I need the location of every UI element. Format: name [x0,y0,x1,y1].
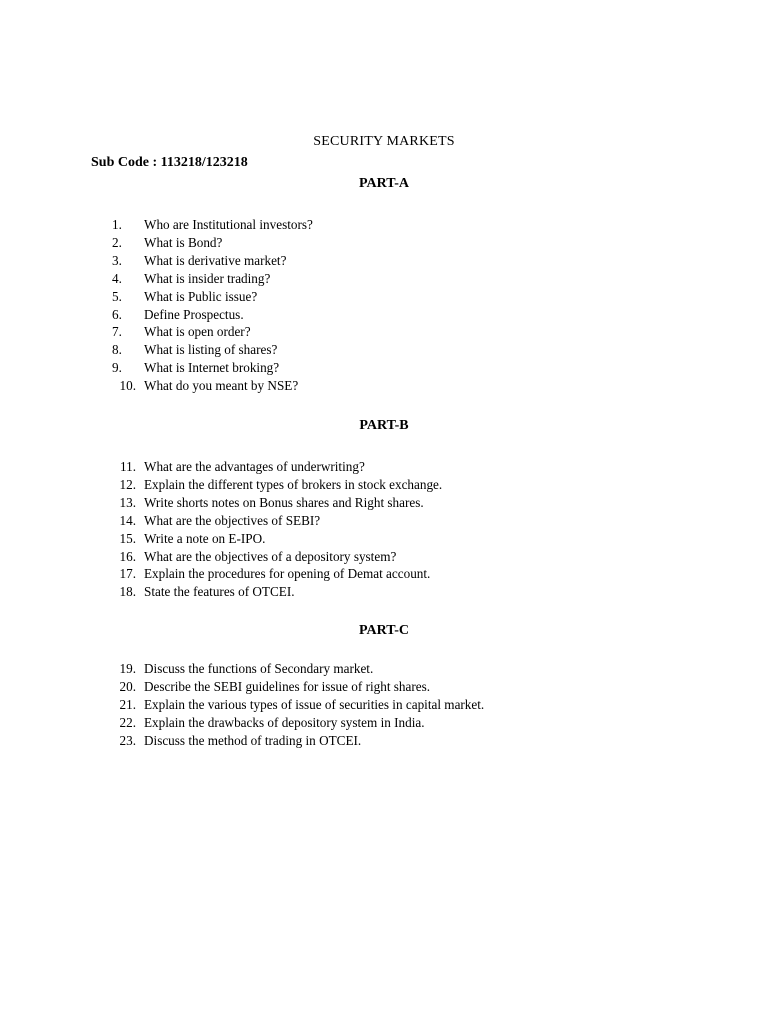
question-item [108,234,708,252]
question-number: 21. [119,696,136,712]
question-text: State the features of OTCEI. [144,584,295,600]
question-item [108,583,708,601]
part-a-question-list [108,216,708,395]
question-number: 4. [112,270,122,286]
question-item [108,678,708,696]
question-number: 6. [112,306,122,322]
question-item [108,660,708,678]
question-text: Write a note on E-IPO. [144,530,266,546]
question-text: Discuss the functions of Secondary market. [144,661,374,676]
question-text: Discuss the method of trading in OTCEI. [144,732,362,748]
sub-code: Sub Code : 113218/123218 [91,155,248,170]
question-number: 5. [112,288,122,304]
question-number: 11. [120,459,136,474]
question-item [108,565,708,583]
question-number: 16. [119,548,136,564]
question-item [108,530,708,548]
question-number: 8. [112,342,122,358]
question-text: What is insider trading? [144,270,271,286]
part-a-heading: PART-A [358,176,410,191]
part-b-heading: PART-B [359,418,409,433]
question-text: What are the objectives of a depository system? [144,548,397,564]
question-number: 9. [112,360,122,376]
question-number: 3. [112,252,122,268]
question-number: 22. [119,714,136,730]
question-item [108,512,708,530]
question-item [108,377,708,395]
question-item [108,548,708,566]
question-item [108,696,708,714]
question-text: Describe the SEBI guidelines for issue of right shares. [144,678,431,694]
question-text: Explain the procedures for opening of Demat account. [144,566,431,582]
question-number: 20. [119,678,136,694]
question-text: What is open order? [144,324,251,340]
question-text: What is Bond? [144,234,223,250]
question-number: 10. [119,378,136,394]
question-number: 1. [112,217,122,232]
question-item [108,476,708,494]
question-item [108,252,708,270]
question-item [108,341,708,359]
question-text: Who are Institutional investors? [144,217,313,232]
question-text: What are the objectives of SEBI? [144,512,321,528]
question-number: 2. [112,234,122,250]
question-text: Define Prospectus. [144,306,244,322]
question-text: What are the advantages of underwriting? [144,459,365,474]
document-title: SECURITY MARKETS [313,134,455,149]
question-number: 12. [119,476,136,492]
question-item [108,732,708,750]
question-item [108,359,708,377]
question-item [108,323,708,341]
question-text: Explain the various types of issue of securities in capital market. [144,696,485,712]
question-item [108,494,708,512]
question-number: 15. [119,530,136,546]
question-number: 17. [119,566,136,582]
question-text: What is Internet broking? [144,360,280,376]
question-item [108,288,708,306]
question-number: 19. [119,661,136,676]
question-text: What is Public issue? [144,288,258,304]
question-number: 18. [119,584,136,600]
question-text: What is listing of shares? [144,342,278,358]
question-number: 7. [112,324,122,340]
question-number: 23. [119,732,136,748]
question-item [108,306,708,324]
question-item [108,216,708,234]
question-number: 14. [119,512,136,528]
question-text: What is derivative market? [144,252,287,268]
part-c-heading: PART-C [358,623,410,638]
question-number: 13. [119,494,136,510]
part-b-question-list [108,458,708,601]
question-text: Explain the drawbacks of depository system in India. [144,714,425,730]
question-text: Explain the different types of brokers in stock exchange. [144,476,443,492]
question-item [108,270,708,288]
question-text: What do you meant by NSE? [144,378,299,394]
question-item [108,714,708,732]
question-item [108,458,708,476]
question-text: Write shorts notes on Bonus shares and Right shares. [144,494,424,510]
part-c-question-list [108,660,708,750]
